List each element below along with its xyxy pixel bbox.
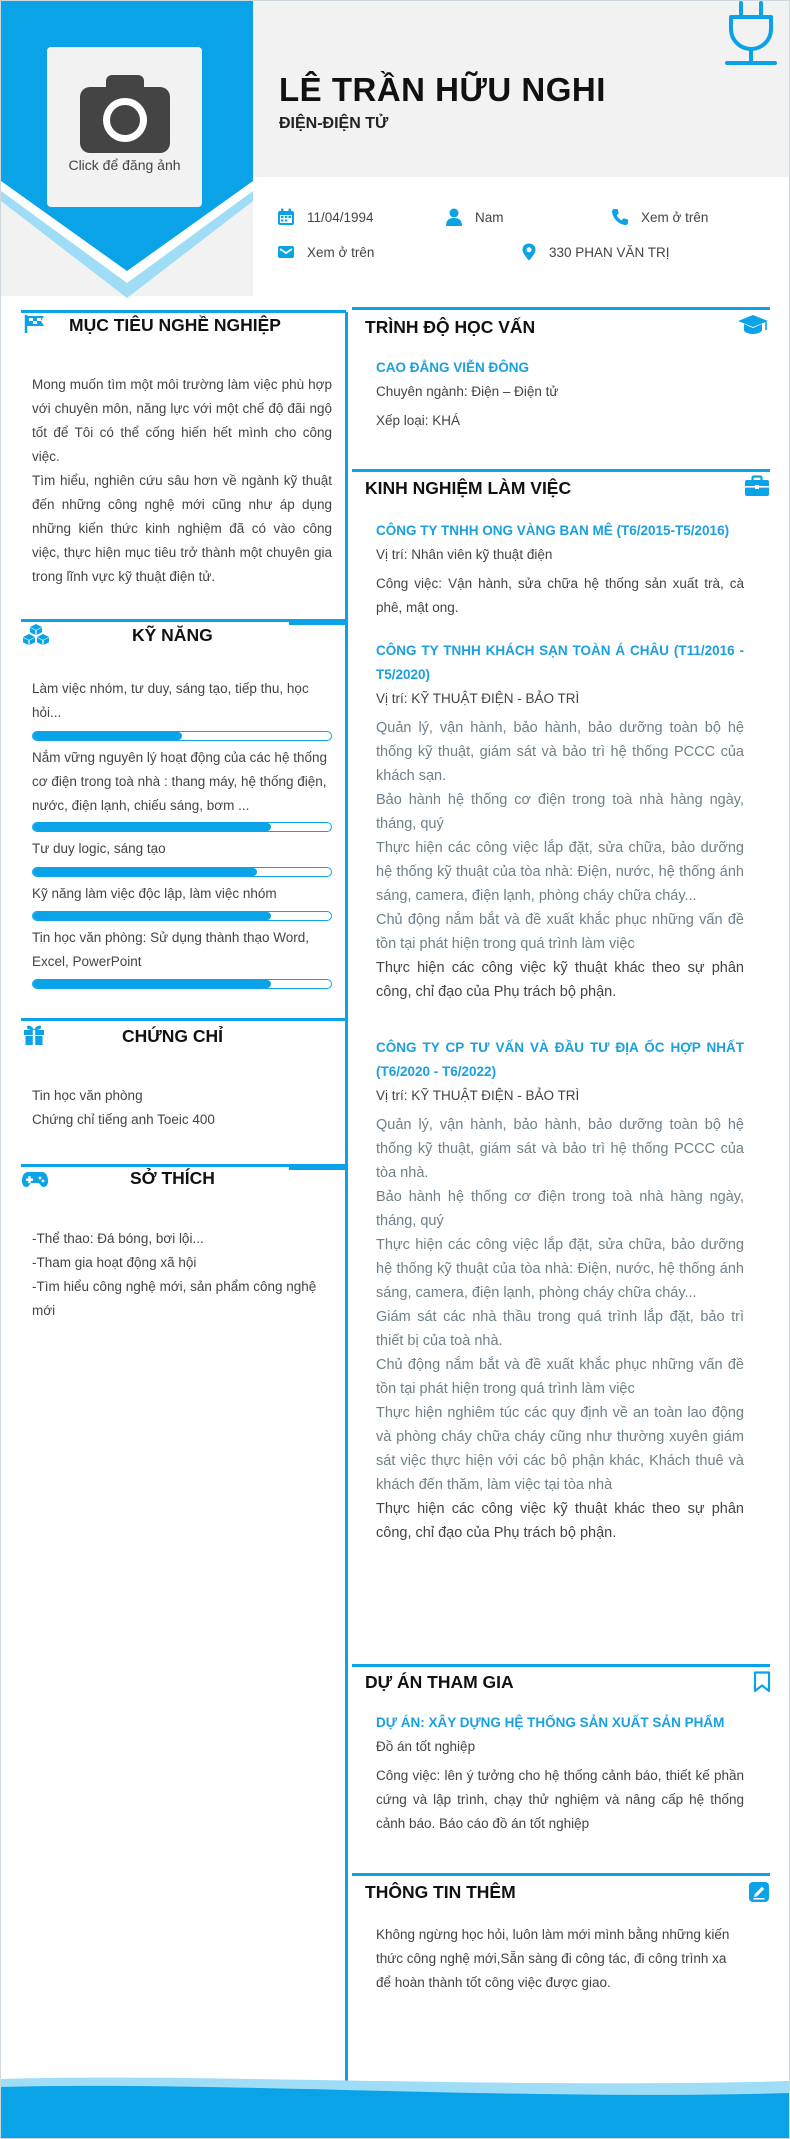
job-position: Vị trí: KỸ THUẬT ĐIỆN - BẢO TRÌ	[376, 691, 580, 706]
cert-item: Tin học văn phòng	[32, 1088, 143, 1103]
skill-bar-fill	[33, 868, 257, 876]
skill-bar	[32, 979, 332, 989]
skill-item	[32, 926, 332, 974]
job-desc: Thực hiện các công việc kỹ thuật khác theo sự phân công, chỉ đạo của Phụ trách bộ phận.	[376, 1501, 744, 1541]
certs-title: CHỨNG CHỈ	[122, 1026, 224, 1046]
certs-rule	[21, 1018, 346, 1021]
job-desc: Thực hiện các công việc lắp đặt, sửa chữa, bảo dưỡng hệ thống kỹ thuật của tòa nhà: Điện, nước, hệ thống ánh sáng, camera, điện lạnh, phòng cháy chữa cháy...	[376, 1237, 744, 1301]
hobbies-list	[32, 1227, 338, 1323]
skill-label: Kỹ năng làm việc độc lập, làm việc nhóm	[32, 886, 277, 901]
birthday-value: 11/04/1994	[307, 209, 374, 225]
birthday-row	[277, 208, 374, 226]
experience-title: KINH NGHIỆM LÀM VIỆC	[365, 478, 572, 498]
camera-icon	[80, 73, 170, 153]
job-desc: Bảo hành hệ thống cơ điện trong toà nhà hàng ngày, tháng, quý	[376, 1189, 744, 1229]
skill-item	[32, 837, 332, 861]
gamepad-icon	[21, 1170, 49, 1188]
info-panel	[253, 177, 790, 297]
job-desc: Thực hiện nghiêm túc các quy định về an toàn lao động và phòng cháy chữa cháy cũng như thường xuyên giám sát việc thực hiện với các bộ phận khác, Khách thuê và khách đến thăm, làm việc tại tòa nhà	[376, 1405, 744, 1493]
gift-icon	[23, 1024, 45, 1046]
phone-row	[611, 208, 708, 226]
job-desc: Công việc: Vận hành, sửa chữa hệ thống sản xuất trà, cà phê, mật ong.	[376, 576, 744, 615]
job-entry	[376, 639, 744, 1004]
candidate-name: LÊ TRẦN HỮU NGHI	[279, 71, 606, 108]
project-entry	[376, 1711, 744, 1836]
skill-bar-fill	[33, 823, 271, 831]
job-desc: Chủ động nắm bắt và đề xuất khắc phục những vấn đề tồn tại phát hiện trong quá trình làm việc	[376, 912, 744, 952]
education-major: Chuyên ngành: Điện – Điện tử	[376, 384, 559, 399]
hobbies-title: SỞ THÍCH	[130, 1168, 215, 1188]
hobby-item: -Tham gia hoạt động xã hội	[32, 1255, 197, 1270]
project-sub: Đồ án tốt nghiệp	[376, 1739, 476, 1754]
job-desc: Bảo hành hệ thống cơ điện trong toà nhà hàng ngày, tháng, quý	[376, 792, 744, 832]
education-rule	[352, 307, 770, 310]
plug-icon	[717, 1, 785, 69]
hobby-item: -Tìm hiểu công nghệ mới, sản phẩm công nghệ mới	[32, 1279, 317, 1318]
more-title: THÔNG TIN THÊM	[365, 1882, 516, 1902]
job-position: Vị trí: Nhân viên kỹ thuật điện	[376, 547, 553, 562]
bookmark-icon	[753, 1671, 771, 1693]
skill-label: Nắm vững nguyên lý hoạt động của các hệ thống cơ điện trong toà nhà : thang máy, hệ thống điện, nước, điện lạnh, chiếu sáng, bơm ...	[32, 750, 327, 813]
more-rule	[352, 1873, 770, 1876]
job-company: CÔNG TY TNHH KHÁCH SẠN TOÀN Á CHÂU (T11/2016 - T5/2020)	[376, 643, 744, 682]
job-desc: Quản lý, vận hành, bảo hành, bảo dưỡng toàn bộ hệ thống kỹ thuật, giám sát và bảo trì hệ thống PCCC của khách sạn.	[376, 720, 744, 784]
projects-title: DỰ ÁN THAM GIA	[365, 1672, 514, 1692]
address-value: 330 PHAN VĂN TRỊ	[549, 244, 670, 260]
gender-row	[445, 208, 504, 226]
skill-item	[32, 677, 332, 725]
skill-item	[32, 746, 332, 818]
cert-item: Chứng chỉ tiếng anh Toeic 400	[32, 1112, 215, 1127]
phone-icon	[611, 208, 629, 226]
job-company: CÔNG TY TNHH ONG VÀNG BAN MÊ (T6/2015-T5/2016)	[376, 523, 730, 538]
hobbies-rule-accent	[289, 1164, 346, 1170]
briefcase-icon	[744, 475, 770, 497]
experience-rule	[352, 469, 770, 472]
objective-paragraph-2: Tìm hiểu, nghiên cứu sâu hơn về ngành kỹ thuật đến những công nghệ mới cũng như áp dụng những kiến thức kinh nghiệm đã có vào công việc, thực hiện mục tiêu trở thành một chuyên gia trong lĩnh vực kỹ thuật điện tử.	[32, 473, 332, 584]
edit-icon	[748, 1881, 770, 1903]
project-name: DỰ ÁN: XÂY DỰNG HỆ THỐNG SẢN XUẤT SẢN PHẨM	[376, 1715, 725, 1730]
calendar-icon	[277, 208, 295, 226]
objective-text	[32, 373, 332, 589]
job-desc: Quản lý, vận hành, bảo hành, bảo dưỡng toàn bộ hệ thống kỹ thuật, giám sát và bảo trì hệ thống PCCC của tòa nhà.	[376, 1117, 744, 1181]
skill-bar	[32, 911, 332, 921]
email-row	[277, 243, 374, 261]
job-entry	[376, 1036, 744, 1545]
objective-rule	[21, 310, 346, 313]
user-icon	[445, 208, 463, 226]
hobby-item: -Thể thao: Đá bóng, bơi lội...	[32, 1231, 204, 1246]
map-pin-icon	[521, 243, 537, 261]
education-body	[376, 356, 756, 433]
skill-bar-fill	[33, 980, 271, 988]
more-text: Không ngừng học hỏi, luôn làm mới mình bằng những kiến thức công nghệ mới,Sẵn sàng đi công tác, đi công trình xa để hoàn thành tốt công việc được giao.	[376, 1927, 730, 1990]
job-entry	[376, 519, 744, 620]
skill-label: Tin học văn phòng: Sử dụng thành thạo Word, Excel, PowerPoint	[32, 930, 309, 969]
photo-upload[interactable]	[47, 47, 202, 207]
job-desc: Thực hiện các công việc kỹ thuật khác theo sự phân công, chỉ đạo của Phụ trách bộ phận.	[376, 960, 744, 1000]
skill-bar	[32, 822, 332, 832]
skill-bar-fill	[33, 912, 271, 920]
graduation-cap-icon	[737, 314, 769, 336]
skills-rule-accent	[289, 619, 346, 625]
footer-wave	[1, 2071, 790, 2139]
skill-bar	[32, 867, 332, 877]
job-desc: Chủ động nắm bắt và đề xuất khắc phục những vấn đề tồn tại phát hiện trong quá trình làm việc	[376, 1357, 744, 1397]
job-position: Vị trí: KỸ THUẬT ĐIỆN - BẢO TRÌ	[376, 1088, 580, 1103]
school-name: CAO ĐẲNG VIỄN ĐÔNG	[376, 360, 530, 375]
projects-rule	[352, 1664, 770, 1667]
column-divider	[345, 312, 348, 2082]
address-row	[521, 243, 670, 261]
skill-bar	[32, 731, 332, 741]
cubes-icon	[23, 624, 49, 646]
skills-title: KỸ NĂNG	[132, 625, 213, 645]
skill-label: Tư duy logic, sáng tạo	[32, 841, 166, 856]
flag-icon	[23, 314, 47, 334]
skill-label: Làm việc nhóm, tư duy, sáng tạo, tiếp thu, học hỏi...	[32, 681, 309, 720]
photo-caption: Click để đăng ảnh	[68, 157, 181, 173]
job-company: CÔNG TY CP TƯ VẤN VÀ ĐẦU TƯ ĐỊA ỐC HỢP NHẤT (T6/2020 - T6/2022)	[376, 1040, 744, 1079]
education-grade: Xếp loại: KHÁ	[376, 413, 461, 428]
candidate-title: ĐIỆN-ĐIỆN TỬ	[279, 115, 389, 132]
objective-paragraph-1: Mong muốn tìm một môi trường làm việc phù hợp với chuyên môn, năng lực với một chế độ đãi ngộ tốt để Tôi có thể cống hiến hết mình cho công việc.	[32, 377, 332, 464]
gender-value: Nam	[475, 209, 504, 225]
email-value: Xem ở trên	[307, 244, 375, 260]
objective-title: MỤC TIÊU NGHỀ NGHIỆP	[69, 315, 281, 335]
phone-value: Xem ở trên	[641, 209, 709, 225]
skill-item	[32, 882, 332, 906]
project-desc: Công việc: lên ý tưởng cho hệ thống cảnh báo, thiết kế phần cứng và lập trình, chạy thử nghiệm và nâng cấp hệ thống cảnh báo. Báo cáo đồ án tốt nghiệp	[376, 1768, 744, 1831]
email-icon	[277, 243, 295, 261]
skill-bar-fill	[33, 732, 182, 740]
job-desc: Giám sát các nhà thầu trong quá trình lắp đặt, bảo trì thiết bị của toà nhà.	[376, 1309, 744, 1349]
job-desc: Thực hiện các công việc lắp đặt, sửa chữa, bảo dưỡng hệ thống kỹ thuật của tòa nhà: Điện, nước, hệ thống ánh sáng, camera, điện lạnh, phòng cháy chữa cháy...	[376, 840, 744, 904]
education-title: TRÌNH ĐỘ HỌC VẤN	[365, 317, 536, 337]
certs-list	[32, 1084, 332, 1132]
